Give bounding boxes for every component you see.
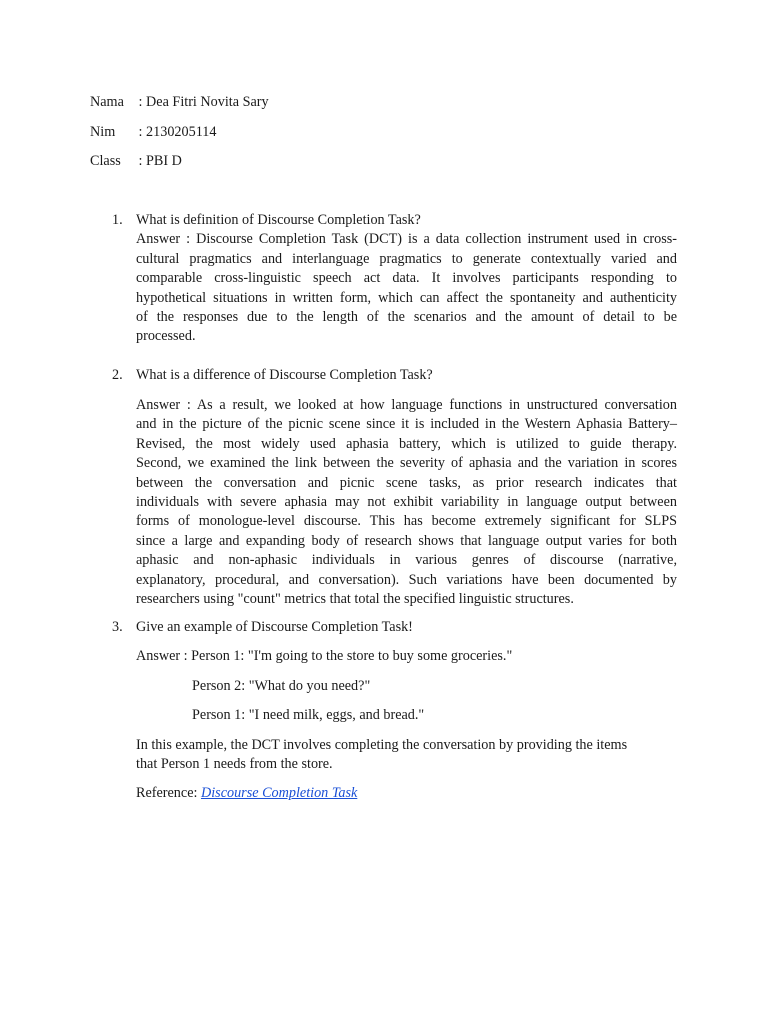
explanation-line: that Person 1 needs from the store. xyxy=(136,756,333,773)
answer-line: Answer : Discourse Completion Task (DCT) is a data collection instrument used in cross- xyxy=(136,231,677,248)
question-text: What is definition of Discourse Completion Task? xyxy=(136,212,421,228)
dialog-line: Person 2: "What do you need?" xyxy=(192,678,371,694)
reference-link[interactable]: Discourse Completion Task xyxy=(200,785,358,801)
dialog-line: Person 1: "I need milk, eggs, and bread." xyxy=(192,707,425,723)
answer-line: cultural pragmatics and interlanguage pragmatics to generate contextually varied and xyxy=(136,250,677,267)
answer-line: comparable cross-linguistic speech act data. It involves participants responding to xyxy=(136,270,677,287)
name-label: Nama xyxy=(90,94,124,110)
answer-line: individuals with severe aphasia may not exhibit variability in language output between xyxy=(136,493,677,510)
question-number: 3. xyxy=(112,619,123,635)
answer-line: between the conversation and picnic scene tasks, as prior research indicates that xyxy=(136,474,677,491)
answer-line: Answer : As a result, we looked at how language functions in unstructured conversation xyxy=(136,397,677,413)
answer-line: Second, we examined the link between the severity of aphasia and the variation in scores xyxy=(136,455,677,472)
answer-line: forms of monologue-level discourse. This has become extremely significant for SLPS xyxy=(136,513,677,530)
answer-line: processed. xyxy=(136,328,196,345)
class-label: Class xyxy=(90,153,121,169)
answer-line: researchers using "count" metrics that total the specified linguistic structures. xyxy=(136,590,574,607)
answer-line: of the responses due to the length of the scenarios and the amount of detail to be xyxy=(136,308,677,325)
answer-line: and in the picture of the picnic scene since it is included in the Western Aphasia Battery– xyxy=(136,416,677,433)
question-number: 2. xyxy=(112,367,123,383)
question-number: 1. xyxy=(112,212,123,228)
answer-line: Revised, the most widely used aphasia battery, which is utilized to guide therapy. xyxy=(136,435,677,452)
question-text: What is a difference of Discourse Completion Task? xyxy=(136,367,433,383)
answer-intro: Answer : Person 1: "I'm going to the store to buy some groceries." xyxy=(136,648,513,664)
reference-label: Reference: xyxy=(136,785,201,801)
nim-value: : 2130205114 xyxy=(138,124,217,140)
question-text: Give an example of Discourse Completion Task! xyxy=(136,619,413,635)
explanation-line: In this example, the DCT involves completing the conversation by providing the items xyxy=(136,737,628,753)
class-value: : PBI D xyxy=(138,153,182,169)
reference-line xyxy=(136,784,677,803)
name-row xyxy=(90,92,269,112)
name-value: : Dea Fitri Novita Sary xyxy=(138,94,269,110)
nim-row xyxy=(90,122,216,142)
nim-label: Nim xyxy=(90,124,116,140)
answer-line: since a large and expanding body of research shows that language output varies for both xyxy=(136,532,677,549)
answer-line: aphasic and non-aphasic individuals in various genres of discourse (narrative, xyxy=(136,552,677,569)
class-row xyxy=(90,151,182,171)
answer-line: explanatory, procedural, and conversation). Such variations have been documented by xyxy=(136,571,677,588)
answer-line: hypothetical situations in written form, which can affect the spontaneity and authenticity xyxy=(136,289,677,306)
